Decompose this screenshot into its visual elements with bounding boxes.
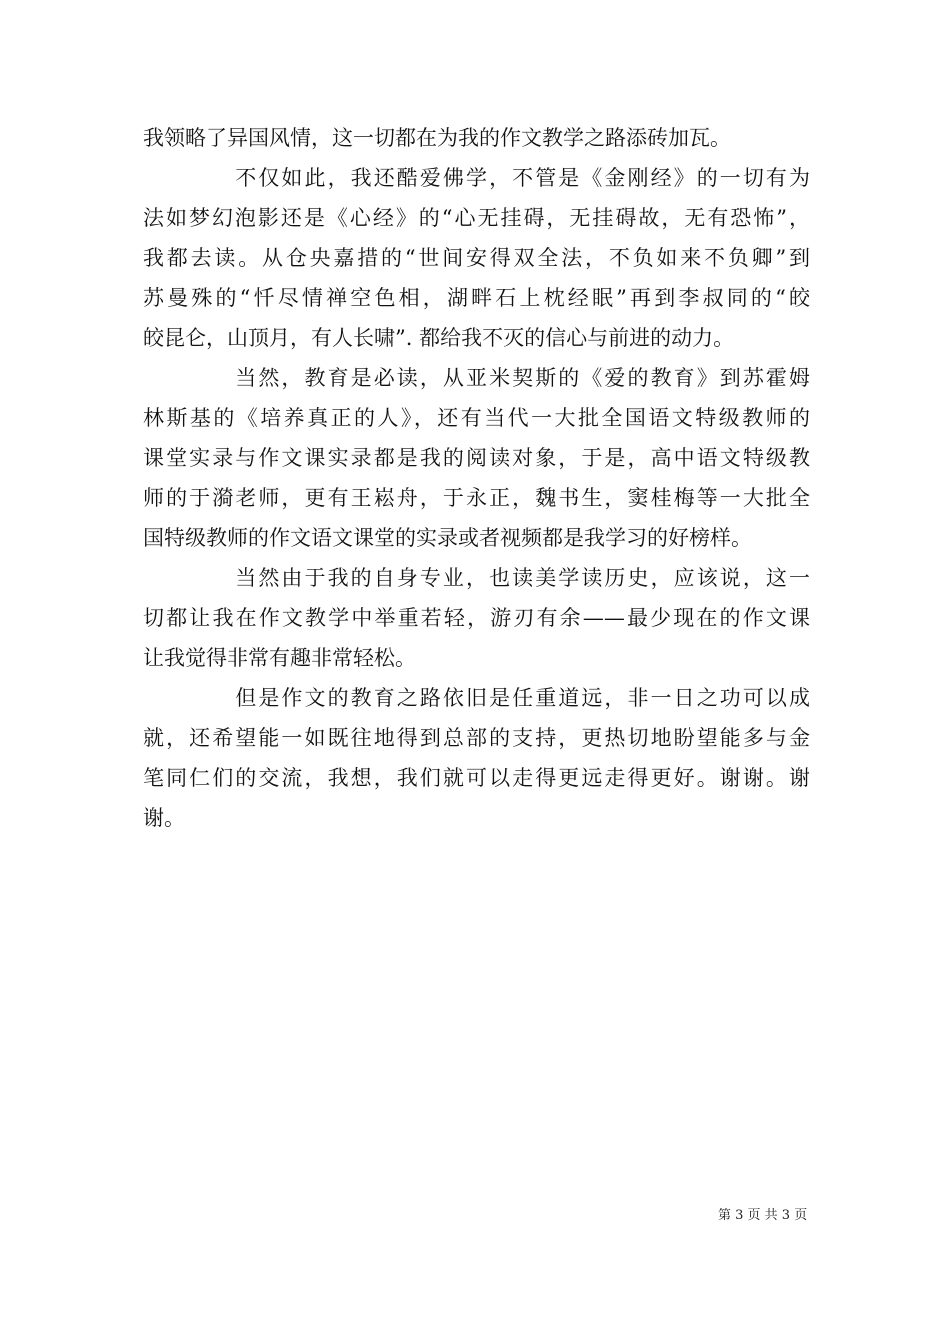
text-line: 国特级教师的作文语文课堂的实录或者视频都是我学习的好榜样。 — [143, 526, 752, 550]
text-line: 皎昆仑，山顶月，有人长啸”. 都给我不灭的信心与前进的动力。 — [143, 326, 735, 350]
text-line: 林斯基的《培养真正的人》，还有当代一大批全国语文特级教师的 — [143, 406, 810, 430]
text-line: 但是作文的教育之路依旧是任重道远，非一日之功可以成 — [143, 686, 810, 710]
text-line: 我领略了异国风情，这一切都在为我的作文教学之路添砖加瓦。 — [143, 126, 731, 150]
text-line: 让我觉得非常有趣非常轻松。 — [143, 646, 416, 670]
text-line: 不仅如此，我还酷爱佛学，不管是《金刚经》的一切有为 — [143, 166, 810, 190]
text-line: 当然，教育是必读，从亚米契斯的《爱的教育》到苏霍姆 — [143, 366, 810, 390]
text-line: 当然由于我的自身专业，也读美学读历史，应该说，这一 — [143, 566, 810, 590]
text-line: 法如梦幻泡影还是《心经》的“心无挂碍，无挂碍故，无有恐怖”， — [143, 206, 810, 230]
text-line: 切都让我在作文教学中举重若轻，游刃有余——最少现在的作文课 — [143, 606, 810, 630]
text-line: 谢。 — [143, 806, 185, 830]
text-line: 师的于漪老师，更有王崧舟，于永正，魏书生，窦桂梅等一大批全 — [143, 486, 810, 510]
text-line: 笔同仁们的交流，我想，我们就可以走得更远走得更好。谢谢。谢 — [143, 766, 810, 790]
text-line: 就，还希望能一如既往地得到总部的支持，更热切地盼望能多与金 — [143, 726, 810, 750]
text-line: 课堂实录与作文课实录都是我的阅读对象，于是，高中语文特级教 — [143, 446, 810, 470]
text-line: 苏曼殊的“忏尽情禅空色相，湖畔石上枕经眠”再到李叔同的“皎 — [143, 286, 810, 310]
text-line: 我都去读。从仓央嘉措的“世间安得双全法，不负如来不负卿”到 — [143, 246, 810, 270]
page-number: 第 3 页 共 3 页 — [718, 1208, 808, 1223]
